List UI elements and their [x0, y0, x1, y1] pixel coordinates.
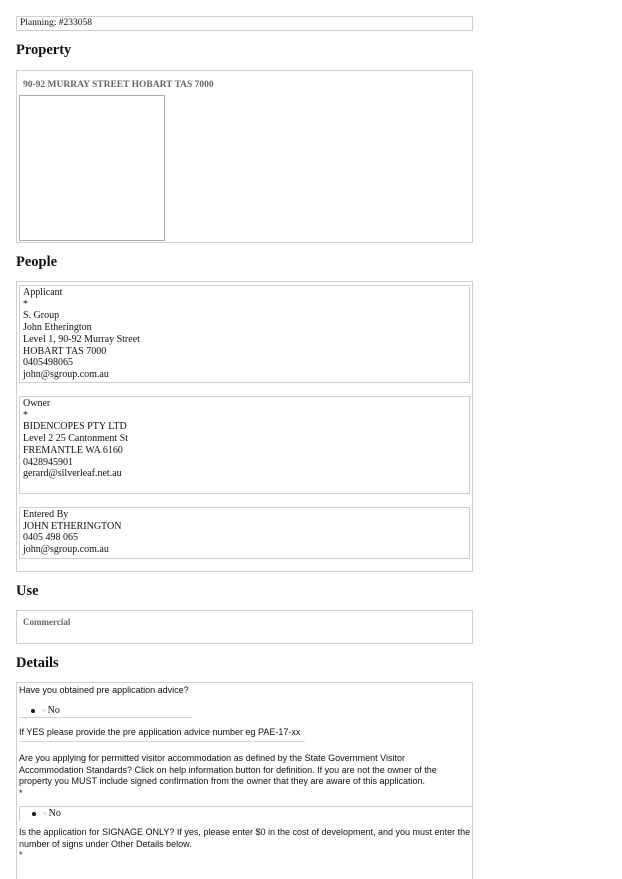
owner-email: gerard@silverleaf.net.au [23, 468, 122, 480]
owner-phone: 0428945901 [23, 456, 73, 468]
planning-bar [16, 16, 473, 31]
radio-icon: ○ [42, 707, 46, 714]
use-value: Commercial [23, 617, 71, 627]
required-marker: * [19, 850, 23, 861]
required-marker: * [23, 409, 28, 421]
question-visitor-accommodation: Are you applying for permitted visitor accommodation as defined by the State Government Visitor Accommodation Standards? Click on help information button for definition. If you are not the owner of the property you MUST include signed confirmation from the owner that they are aware of this application. * [19, 753, 437, 799]
people-panel [16, 281, 473, 572]
owner-street: Level 2 25 Cantonment St [23, 433, 128, 445]
applicant-name: John Etherington [23, 322, 92, 334]
answer-field [19, 806, 472, 821]
question-pre-application-advice: Have you obtained pre application advice? [19, 685, 189, 695]
entered-by-card [19, 507, 470, 559]
bullet-icon [31, 709, 35, 713]
entered-by-name: JOHN ETHERINGTON [23, 520, 122, 532]
answer-field [19, 704, 192, 718]
entered-by-email: john@sgroup.com.au [23, 544, 109, 556]
owner-role: Owner [23, 398, 51, 409]
applicant-card [19, 285, 470, 383]
answer-option[interactable] [31, 705, 60, 716]
required-marker: * [19, 788, 23, 799]
applicant-role: Applicant [23, 287, 63, 298]
applicant-company: S. Group [23, 310, 60, 322]
planning-number: Planning: #233058 [20, 18, 93, 28]
property-map [19, 95, 165, 241]
owner-city: FREMANTLE WA 6160 [23, 444, 123, 456]
property-panel [16, 70, 473, 243]
use-panel [16, 610, 473, 644]
applicant-city: HOBART TAS 7000 [23, 345, 107, 357]
section-heading-use: Use [16, 583, 39, 599]
bullet-icon [32, 812, 36, 816]
advice-number-field[interactable] [19, 741, 305, 742]
details-panel [16, 682, 473, 879]
owner-company: BIDENCOPES PTY LTD [23, 421, 127, 433]
section-heading-people: People [16, 254, 58, 270]
entered-by-phone: 0405 498 065 [23, 532, 78, 544]
applicant-street: Level 1, 90-92 Murray Street [23, 333, 140, 345]
section-heading-property: Property [16, 42, 72, 58]
entered-by-role: Entered By [23, 509, 69, 520]
answer-value: No [48, 808, 61, 819]
answer-value: No [47, 705, 60, 716]
property-address: 90-92 MURRAY STREET HOBART TAS 7000 [23, 80, 214, 90]
applicant-email: john@sgroup.com.au [23, 368, 109, 380]
section-heading-details: Details [16, 655, 59, 671]
applicant-phone: 0405498065 [23, 357, 73, 369]
question-signage-only: Is the application for SIGNAGE ONLY? If yes, please enter $0 in the cost of development, and you must enter the number of signs under Other Details below. * [19, 827, 471, 861]
required-marker: * [23, 298, 28, 310]
answer-option[interactable] [32, 808, 61, 819]
radio-icon: ○ [43, 810, 47, 817]
owner-card [19, 396, 470, 494]
question-advice-number: If YES please provide the pre application advice number eg PAE-17-xx [19, 727, 301, 737]
